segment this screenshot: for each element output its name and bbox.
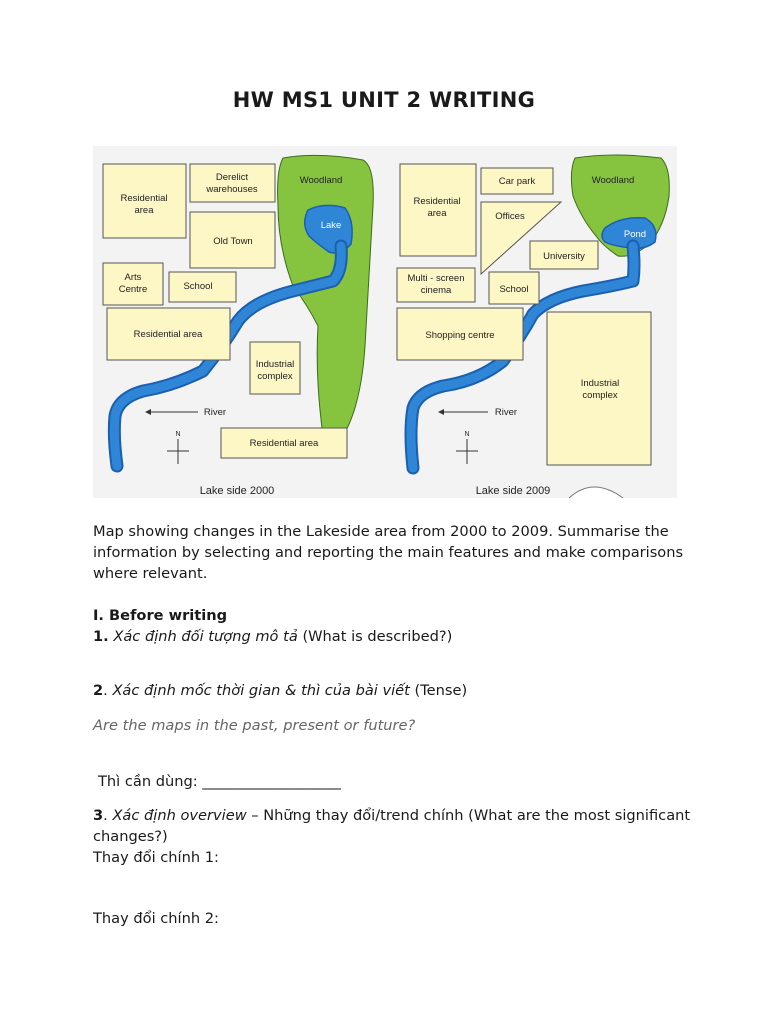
label-old-town: Old Town (213, 236, 253, 247)
river-arrow-2000 (145, 409, 198, 415)
label-residential-area-2000b: Residential area (133, 329, 203, 340)
label-pond: Pond (623, 229, 647, 240)
label-river-2000: River (203, 407, 227, 418)
label-derelict-warehouses: Derelict warehouses (206, 172, 258, 195)
change-2: Thay đổi chính 2: (93, 910, 219, 927)
caption-2000: Lake side 2000 (199, 485, 275, 497)
label-cinema: Multi - screen cinema (407, 273, 465, 296)
label-residential-area-2000c: Residential area (249, 438, 319, 449)
north-arrow-2009 (456, 431, 478, 464)
label-offices: Offices (495, 211, 525, 222)
svg-text:N: N (464, 431, 470, 438)
change-1: Thay đổi chính 1: (93, 849, 219, 866)
label-university: University (543, 251, 585, 262)
label-lake: Lake (320, 220, 342, 231)
map-2009 (397, 155, 669, 498)
svg-text:N: N (175, 431, 181, 438)
intro-paragraph: Map showing changes in the Lakeside area from 2000 to 2009. Summarise the information by selecting and reporting the main features and make comparisons where relevant. (93, 523, 684, 582)
woodland-2000 (278, 155, 374, 441)
section-before-writing (93, 605, 693, 647)
section-heading: I. Before writing (93, 607, 228, 624)
river-arrow-2009 (438, 409, 488, 415)
label-car-park: Car park (498, 176, 536, 187)
label-residential-area-2000a: Residential area (120, 193, 168, 216)
tense-answer-line[interactable]: Thì cần dùng: ___________________ (98, 773, 341, 790)
label-arts-centre: Arts Centre (118, 272, 148, 295)
label-school-2009: School (499, 284, 529, 295)
question-2: 2. Xác định mốc thời gian & thì của bài viết (Tense) (93, 682, 468, 699)
question-1: 1. Xác định đối tượng mô tả (What is described?) (93, 628, 453, 645)
maps-figure (93, 146, 677, 498)
map-2000 (103, 155, 373, 497)
question-3: 3. Xác định overview – Những thay đổi/trend chính (What are the most significant changes?) Thay đổi chính 1: (93, 805, 693, 868)
question-2-hint: Are the maps in the past, present or future? (93, 717, 416, 734)
caption-2009: Lake side 2009 (475, 485, 551, 497)
label-industrial-2000: Industrial complex (255, 359, 295, 382)
label-river-2009: River (494, 407, 518, 418)
label-woodland-2009: Woodland (591, 175, 635, 186)
label-school-2000: School (183, 281, 213, 292)
label-woodland-2000: Woodland (299, 175, 343, 186)
label-industrial-2009: Industrial complex (580, 378, 620, 401)
page-title: HW MS1 UNIT 2 WRITING (232, 88, 536, 112)
label-shopping-centre: Shopping centre (425, 330, 495, 341)
north-arrow-2000 (167, 431, 189, 464)
label-residential-area-2009: Residential area (413, 196, 461, 219)
